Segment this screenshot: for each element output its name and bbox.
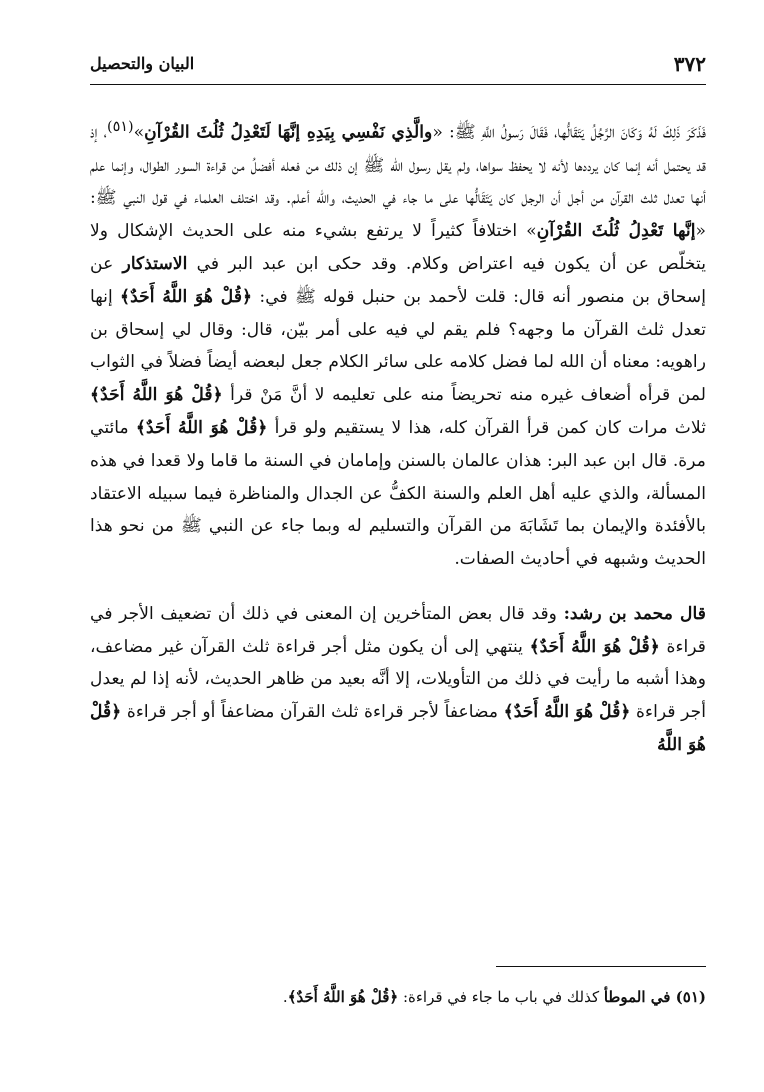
text-segment: إنها تعدل ثلث القرآن ما وجهه؟ فلم يقم لي فيه على أمر بيّن، قال: وقال لي إسحاق بن راهويه: معناه أن الله لما فضل كلامه على سائر الكلام جعل لبعضه أيضاً فضلاً في الثواب لمن قرأه أضعاف غيره منه تحريضاً منه على تعليمه لا أنَّ مَنْ قرأ xyxy=(90,286,706,406)
text-segment: مضاعفاً لأجر قراءة ثلث القرآن مضاعفاً أو أجر قراءة xyxy=(121,702,504,723)
footnote-number: (٥١) xyxy=(675,988,706,1006)
text-segment: » اختلافاً كثيراً لا يرتفع بشيء منه على الحديث الإشكال ولا يتخلّص عن أن يكون فيه اعتراض وكلام. وقد حكى ابن عبد البر في xyxy=(90,221,706,274)
book-title: البيان والتحصيل xyxy=(90,54,195,73)
footnote-lead: في الموطأ xyxy=(603,988,676,1006)
footnote-text: كذلك في باب ما جاء في قراءة: xyxy=(398,988,604,1006)
body-text xyxy=(90,111,706,762)
text-segment: ثلاث مرات كان كمن قرأ القرآن كله، هذا لا يستقيم ولو قرأ xyxy=(267,417,707,438)
quran-quote: ﴿قُلْ هُوَ اللَّهُ أَحَدٌ﴾ xyxy=(503,702,631,723)
text-segment: وقد قال بعض المتأخرين إن المعنى في ذلك أن تضعيف الأجر في قراءة xyxy=(90,603,707,657)
hadith-quote: إنَّها تَعْدِلُ ثُلُثَ القُرْآنِ xyxy=(536,221,696,242)
book-reference: الاستذكار xyxy=(122,253,188,274)
speaker-label: قال محمد بن رشد: xyxy=(563,603,706,624)
quran-quote: ﴿قُلْ هُوَ اللَّهُ أَحَدٌ﴾ xyxy=(287,988,399,1006)
text-segment: مائتي مرة. قال ابن عبد البر: هذان عالمان بالسنن وإمامان في السنة ما قاما ولا قعدا في هذه المسألة، والذي عليه أهل العلم والسنة الكفُّ عن الجدال والمناظرة فيما سبيله الاعتقاد بالأفئدة والإيمان بما تَشَابَهَ من القرآن والتسليم له وبما جاء عن النبي ﷺ من نحو هذا الحديث وشبهه في أحاديث الصفات. xyxy=(90,417,706,570)
quran-quote: ﴿قُلْ هُوَ اللَّهُ xyxy=(90,702,706,756)
page-number: ٣٧٢ xyxy=(673,52,706,76)
document-page xyxy=(90,40,706,1070)
hadith-quote: والَّذِي نَفْسِي بِيَدِهِ إنَّهَا لَتَعْدِلُ ثُلُثَ القُرْآنِ xyxy=(144,122,433,143)
text-segment: فَذَكَرَ ذَلِكَ لَهُ وَكَانَ الرَّجُلُ يَتَقَالُّها، فَقَالَ رَسولُ اللَّهِ ﷺ: « xyxy=(432,122,706,143)
footnote-end: . xyxy=(282,988,288,1006)
quran-quote: ﴿قُلْ هُوَ اللَّهُ أَحَدٌ﴾ xyxy=(90,385,223,406)
footnote xyxy=(90,984,706,1010)
text-segment: عن إسحاق بن منصور أنه قال: قلت لأحمد بن حنبل قوله ﷺ في: xyxy=(90,253,706,307)
quran-quote: ﴿قُلْ هُوَ اللَّهُ أَحَدٌ﴾ xyxy=(135,417,268,438)
quran-quote: ﴿قُلْ هُوَ اللَّهُ أَحَدٌ﴾ xyxy=(529,636,660,657)
paragraph-2 xyxy=(90,598,706,762)
footnote-divider xyxy=(496,966,706,967)
text-segment: ، إذ قد يحتمل أنه إنما كان يرددها لأنه لا يحفظ سواها، ولم يقل رسول الله ﷺ إن ذلك من فعله أفضلُ من قراءة السور الطوال، وإنما علم أنها تعدل ثلث القرآن من أجل أن الرجل كان يَتَقَالُّها على ما جاء في الحديث، والله أعلم. وقد اختلف العلماء في قول النبي ﷺ: « xyxy=(90,122,706,242)
running-head xyxy=(90,40,706,85)
text-segment: ينتهي إلى أن يكون مثل أجر قراءة ثلث القرآن غير مضاعف، وهذا أشبه ما رأيت في ذلك من التأويلات، إلا أنَّه بعيد من ظاهر الحديث، لأنه إذا لم يعدل أجر قراءة xyxy=(90,636,706,723)
text-segment: » xyxy=(133,122,145,143)
paragraph-1 xyxy=(90,111,706,576)
footnote-reference[interactable]: (٥١) xyxy=(106,119,134,135)
quran-quote: ﴿قُلْ هُوَ اللَّهُ أَحَدٌ﴾ xyxy=(120,286,253,307)
